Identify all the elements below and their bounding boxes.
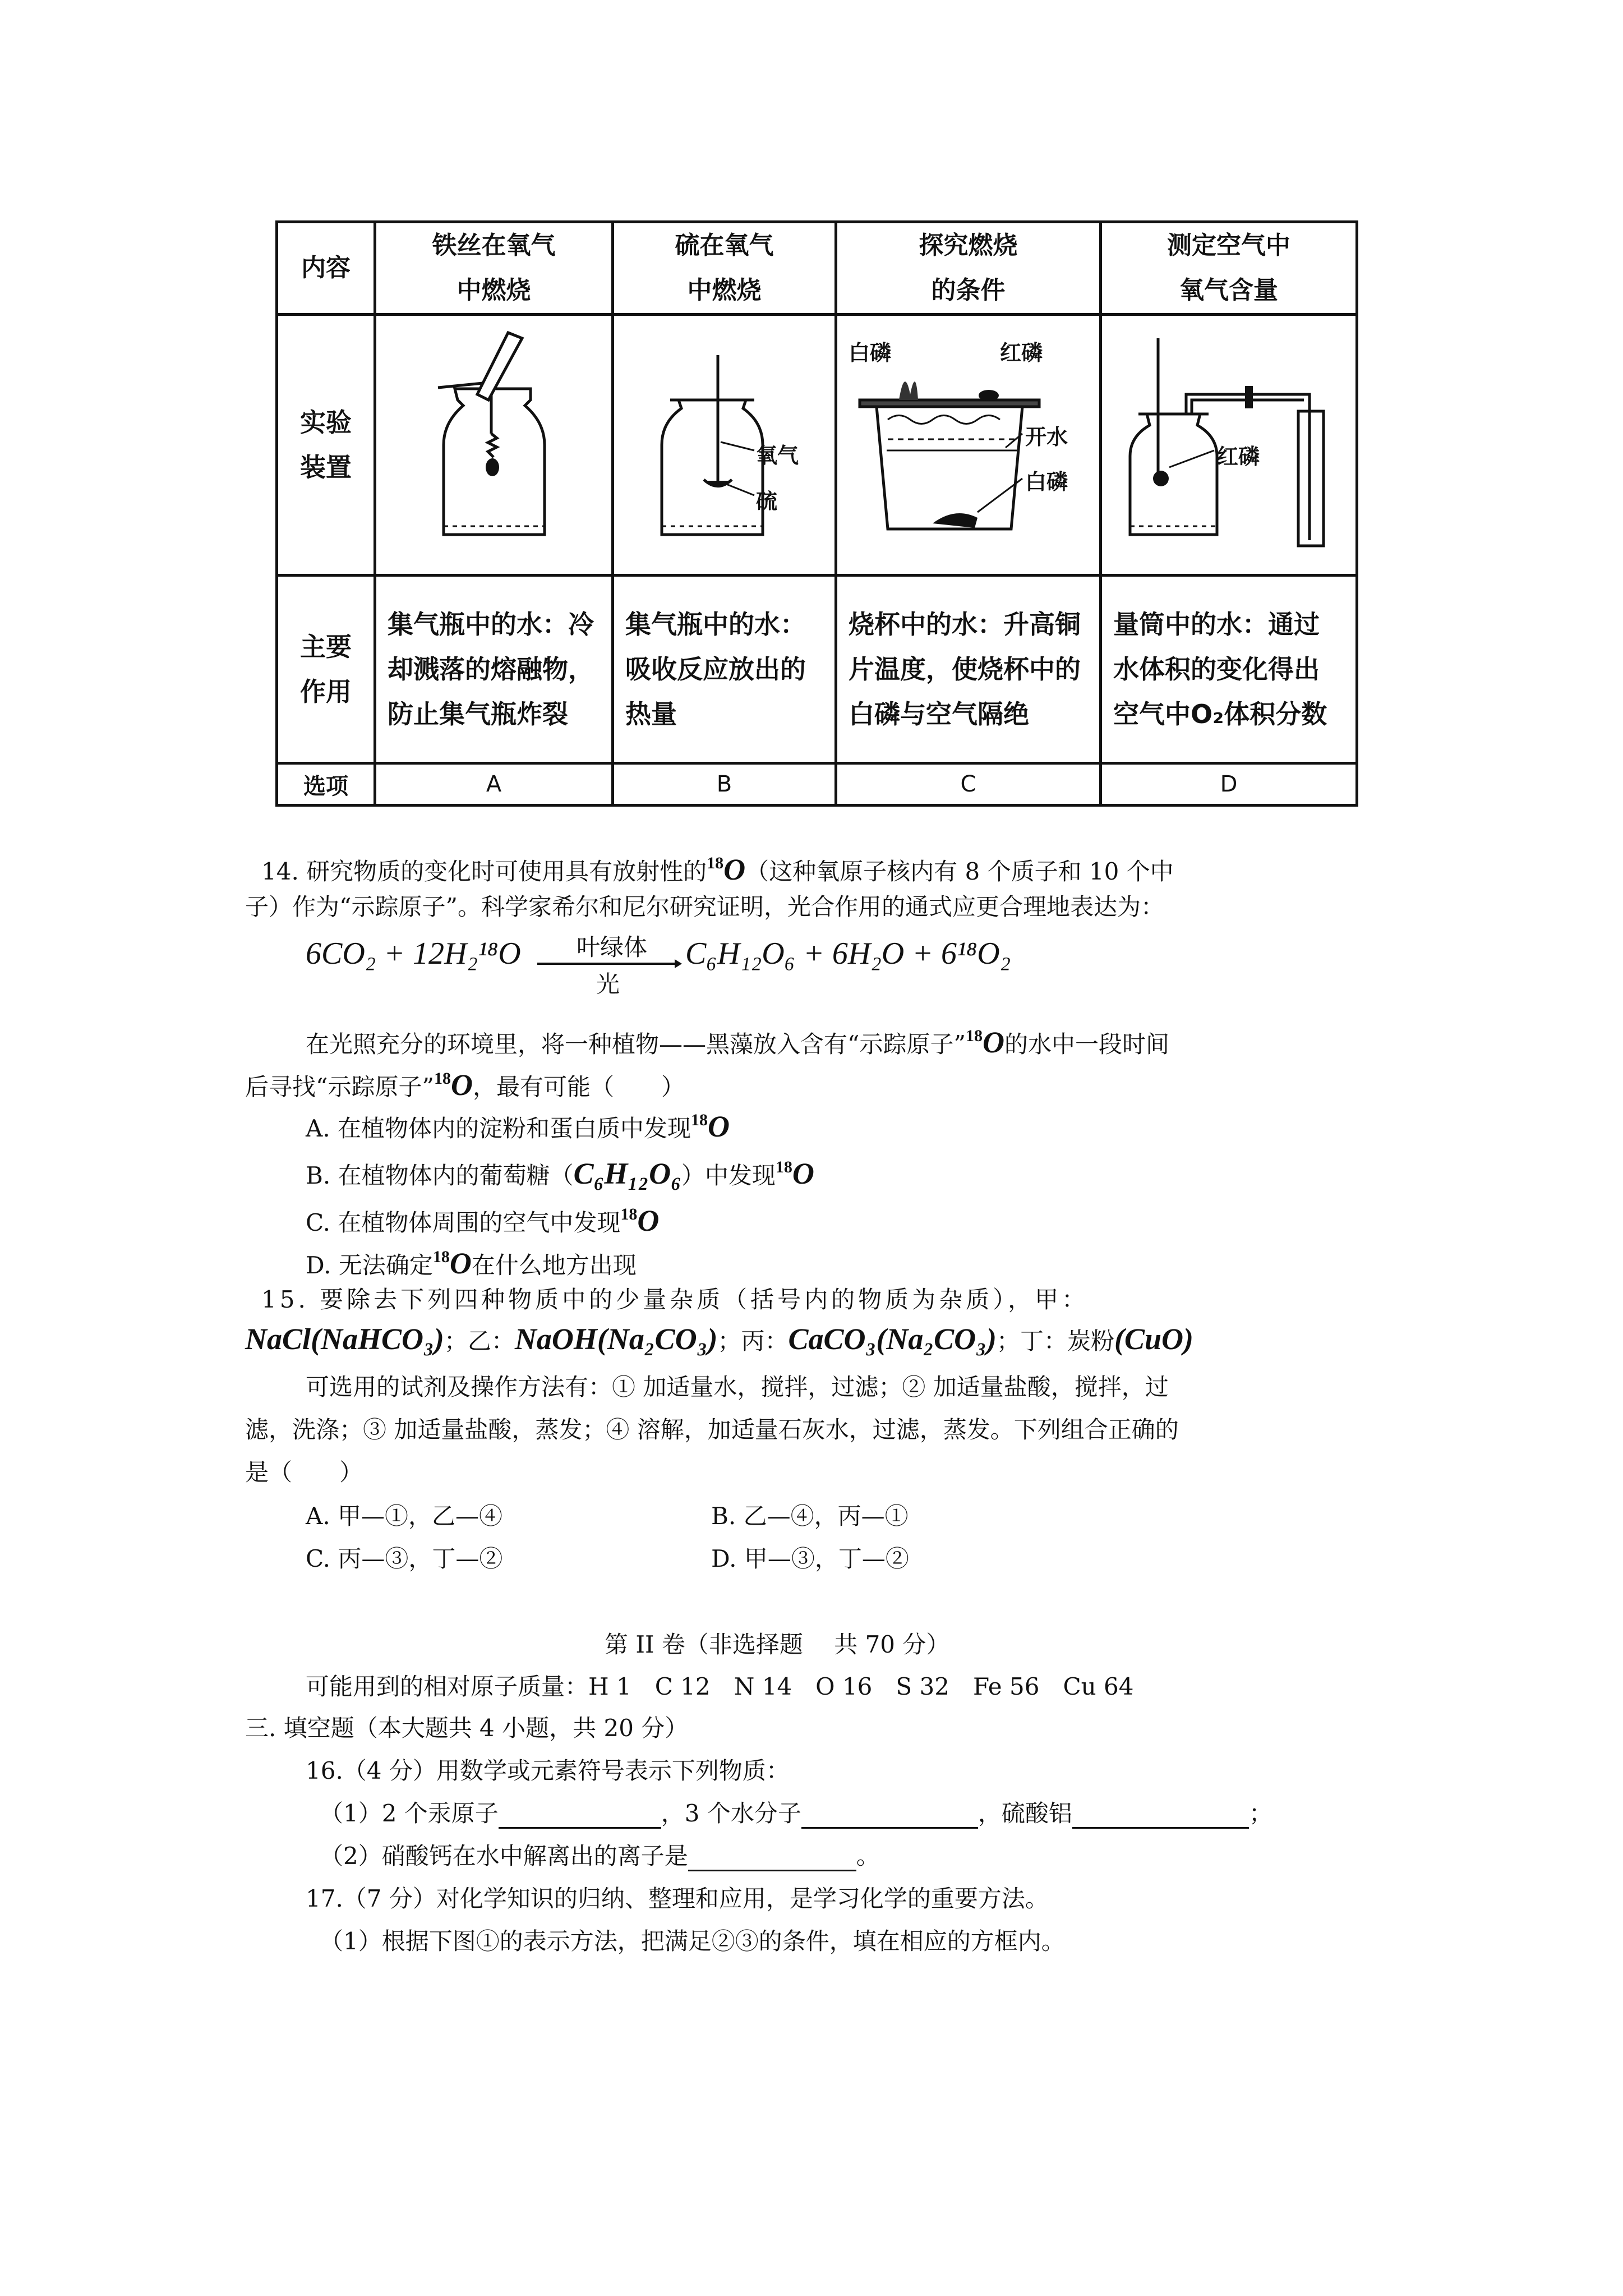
apparatus-b [613, 315, 836, 576]
iron-wire-apparatus [376, 316, 608, 571]
isotope-o18: $^{18}$O [775, 1157, 814, 1190]
q14-para1 [306, 1021, 1169, 1060]
header-sulfur-text: 硫在氧气 中燃烧 [675, 231, 774, 305]
q15-para3: 是（ ） [245, 1458, 363, 1486]
q16-stem: 16.（4 分）用数学或元素符号表示下列物质： [306, 1757, 790, 1784]
q15-para2: 滤，洗涤；③ 加适量盐酸，蒸发；④ 溶解，加适量石灰水，过滤，蒸发。下列组合正确的 [245, 1416, 1179, 1443]
q14-option-d-text: D. 无法确定 [306, 1251, 433, 1279]
function-d: 量筒中的水：通过水体积的变化得出空气中O₂体积分数 [1101, 576, 1357, 763]
q16-part2 [320, 1841, 880, 1871]
q15-option-c: C. 丙—③，丁—② [306, 1545, 503, 1572]
reaction-arrow [537, 929, 683, 998]
q15-option-a: A. 甲—①，乙—④ [306, 1502, 503, 1530]
photosynthesis-eq-left: 6CO₂ + 12H₂¹⁸O [306, 936, 521, 971]
isotope-o18: $^{18}$O [432, 1246, 472, 1280]
header-iron-text: 铁丝在氧气 中燃烧 [432, 231, 556, 305]
header-oxygen-text: 测定空气中 氧气含量 [1167, 231, 1290, 305]
q15-line2 [245, 1324, 1193, 1356]
header-combustion-text: 探究燃烧 的条件 [919, 231, 1018, 305]
glucose-formula: C₆H₁₂O₆ [573, 1157, 681, 1190]
q14-option-d-text2: 在什么地方出现 [471, 1251, 637, 1279]
q14-para2-a: 后寻找“示踪原子” [245, 1073, 434, 1101]
label-oxygen: 氧气 [756, 443, 799, 468]
q14-para2-b: ，最有可能（ ） [472, 1073, 685, 1101]
isotope-o18: $^{18}$O [707, 853, 746, 886]
option-label: 选项 [277, 763, 375, 806]
q14-para2 [245, 1064, 685, 1102]
answer-blank-aluminium-sulfate[interactable] [1072, 1802, 1249, 1829]
function-label-text: 主要 作用 [300, 632, 352, 707]
photosynthesis-eq-right: C₆H₁₂O₆ + 6H₂O + 6¹⁸O₂ [685, 936, 1011, 971]
q15-line1: 15. 要除去下列四种物质中的少量杂质（括号内的物质为杂质），甲： [261, 1286, 1089, 1313]
part2-title: 第 II 卷（非选择题 共 70 分） [605, 1631, 950, 1658]
header-iron [375, 222, 613, 315]
eq-condition-below: 光 [596, 970, 620, 998]
answer-blank-water[interactable] [801, 1802, 978, 1829]
apparatus-label [277, 315, 375, 576]
label-red-p-d: 红磷 [1217, 444, 1260, 469]
q17-part1: （1）根据下图①的表示方法，把满足②③的条件，填在相应的方框内。 [320, 1927, 1065, 1955]
q14-option-d [306, 1242, 637, 1281]
q14-option-b-text2: ）中发现 [681, 1162, 776, 1189]
q15-option-b: B. 乙—④，丙—① [711, 1502, 909, 1530]
q15-para1: 可选用的试剂及操作方法有：① 加适量水，搅拌，过滤；② 加适量盐酸，搅拌，过 [306, 1373, 1169, 1401]
header-oxygen [1101, 222, 1357, 315]
apparatus-a [375, 315, 613, 576]
label-red-p: 红磷 [1000, 341, 1043, 365]
label-sulfur: 硫 [756, 489, 778, 514]
option-c: C [836, 763, 1101, 806]
q14-line2: 子）作为“示踪原子”。科学家希尔和尼尔研究证明，光合作用的通式应更合理地表达为： [245, 893, 1164, 921]
option-b: B [613, 763, 836, 806]
function-b: 集气瓶中的水：吸收反应放出的热量 [613, 576, 836, 763]
q16-2-a: （2）硝酸钙在水中解离出的离子是 [320, 1842, 688, 1870]
apparatus-d [1101, 315, 1357, 576]
answer-blank-ions[interactable] [688, 1845, 856, 1871]
q16-1-b: ，3 个水分子 [661, 1800, 801, 1827]
q15-jia: NaCl(NaHCO₃) [245, 1322, 444, 1356]
header-sulfur [613, 222, 836, 315]
q15-ding-label: ；丁：炭粉 [997, 1327, 1115, 1355]
q16-part1 [320, 1798, 1272, 1829]
option-a: A [375, 763, 613, 806]
q15-bing-label: ；丙： [717, 1327, 789, 1355]
table-header-row [277, 222, 1357, 315]
table-option-row [277, 763, 1357, 806]
q14-option-c [306, 1199, 659, 1238]
q14-intro1-b: （这种氧原子核内有 8 个质子和 10 个中 [745, 858, 1174, 885]
q17-stem: 17.（7 分）对化学知识的归纳、整理和应用，是学习化学的重要方法。 [306, 1885, 1049, 1912]
q15-yi: NaOH(Na₂CO₃) [514, 1322, 718, 1356]
q16-1-d: ； [1248, 1800, 1272, 1827]
header-content: 内容 [277, 222, 375, 315]
label-boiling-water: 开水 [1025, 425, 1068, 449]
q16-1-a: （1）2 个汞原子 [320, 1800, 499, 1827]
q14-intro1-a: 14. 研究物质的变化时可使用具有放射性的 [261, 858, 707, 885]
q14-option-a [306, 1105, 730, 1144]
q14-line1 [261, 848, 1174, 887]
atomic-masses: 可能用到的相对原子质量：H 1 C 12 N 14 O 16 S 32 Fe 56 Cu 64 [306, 1673, 1134, 1700]
sulfur-apparatus [614, 316, 832, 571]
q14-para1-a: 在光照充分的环境里，将一种植物——黑藻放入含有“示踪原子” [306, 1030, 966, 1058]
q16-1-c: ，硫酸铝 [978, 1800, 1072, 1827]
q14-para1-b: 的水中一段时间 [1004, 1030, 1169, 1058]
q15-ding: (CuO) [1114, 1322, 1194, 1356]
q14-option-a-text: A. 在植物体内的淀粉和蛋白质中发现 [306, 1115, 691, 1142]
isotope-o18: $^{18}$O [620, 1204, 660, 1237]
isotope-o18: $^{18}$O [965, 1025, 1004, 1059]
q15-yi-label: ；乙： [444, 1327, 515, 1355]
answer-blank-mercury[interactable] [499, 1802, 661, 1829]
q14-option-c-text: C. 在植物体周围的空气中发现 [306, 1209, 621, 1236]
function-c: 烧杯中的水：升高铜片温度，使烧杯中的白磷与空气隔绝 [836, 576, 1101, 763]
eq-condition-above: 叶绿体 [577, 933, 648, 961]
label-white-p-top: 白磷 [849, 341, 892, 365]
function-label [277, 576, 375, 763]
label-white-p-bottom: 白磷 [1025, 470, 1068, 494]
experiment-table [275, 220, 1358, 807]
section-fill-blank: 三. 填空题（本大题共 4 小题，共 20 分） [245, 1714, 689, 1742]
q14-option-b-text: B. 在植物体内的葡萄糖（ [306, 1162, 574, 1189]
q15-bing: CaCO₃(Na₂CO₃) [788, 1322, 997, 1356]
isotope-o18: $^{18}$O [691, 1110, 730, 1143]
q14-option-b [306, 1152, 814, 1191]
table-apparatus-row [277, 315, 1357, 576]
q16-2-b: 。 [856, 1842, 880, 1870]
function-a: 集气瓶中的水：冷却溅落的熔融物，防止集气瓶炸裂 [375, 576, 613, 763]
option-d: D [1101, 763, 1357, 806]
isotope-o18: $^{18}$O [434, 1068, 473, 1102]
header-combustion [836, 222, 1101, 315]
apparatus-c [836, 315, 1101, 576]
apparatus-label-text: 实验 装置 [300, 407, 352, 482]
table-function-row [277, 576, 1357, 763]
q15-option-d: D. 甲—③，丁—② [711, 1545, 909, 1572]
